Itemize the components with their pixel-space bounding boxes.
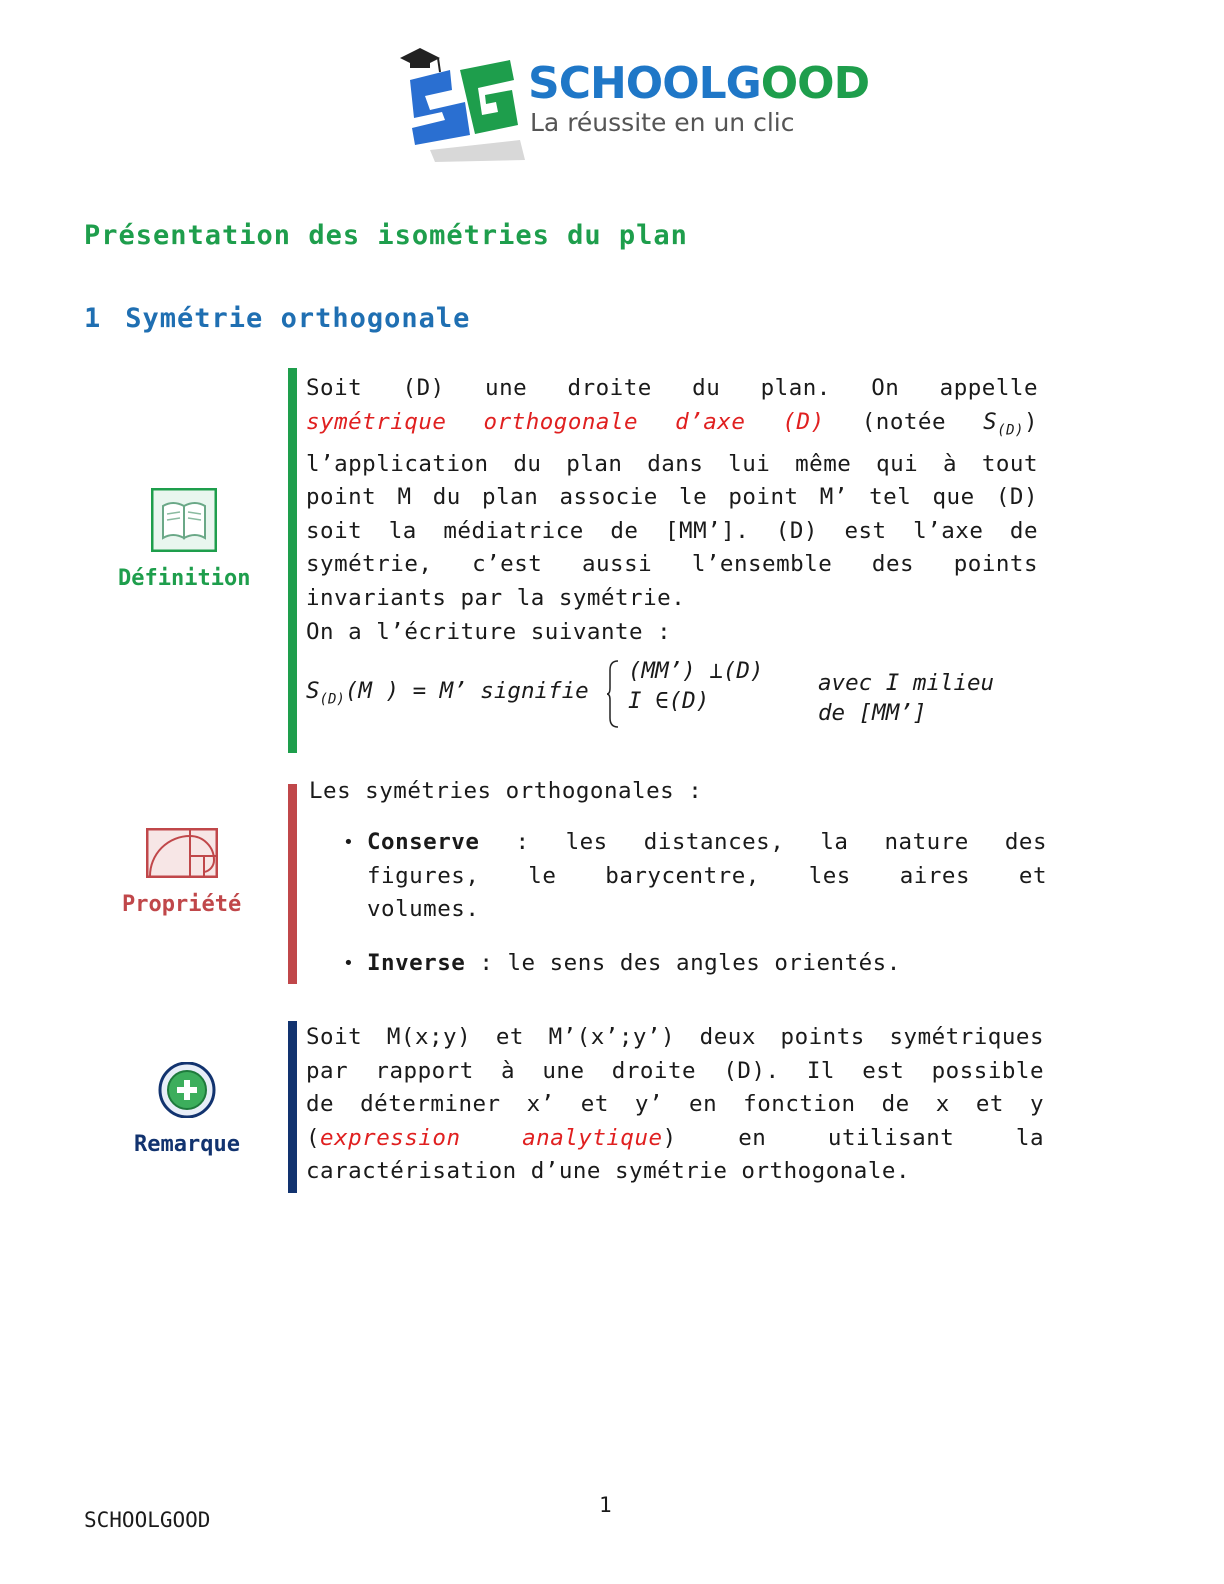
propriete-bullet-1 xyxy=(343,826,1047,927)
formula-note-1: avec I milieu xyxy=(818,670,995,696)
definition-term: symétrique orthogonale d’axe (D) xyxy=(306,408,825,435)
remarque-bar xyxy=(288,1021,297,1193)
remarque-text xyxy=(306,1021,1044,1189)
propriete-block xyxy=(288,778,1047,984)
footer-brand: SCHOOLGOOD xyxy=(84,1508,211,1532)
formula-note-2: de [MM’] xyxy=(818,700,927,726)
definition-bar xyxy=(288,368,297,753)
remarque-line-2: par rapport à une droite (D). Il est possible xyxy=(306,1057,1044,1084)
definition-line: On a l’écriture suivante : xyxy=(306,618,672,645)
brace-icon xyxy=(606,660,620,728)
notee-text: (notée xyxy=(861,408,947,435)
symmetry-formula xyxy=(306,658,1046,738)
propriete-bar xyxy=(288,784,297,984)
remarque-line-4: (expression analytique) en utilisant la xyxy=(306,1124,1044,1151)
definition-text xyxy=(306,372,1038,649)
section-title-text: Symétrie orthogonale xyxy=(125,303,471,334)
definition-line: point M du plan associe le point M’ tel que (D) xyxy=(306,484,1038,511)
definition-line: soit la médiatrice de [MM’]. (D) est l’axe de xyxy=(306,517,1038,544)
golden-spiral-icon xyxy=(146,828,218,878)
page-number: 1 xyxy=(599,1493,612,1517)
remarque-label-block xyxy=(134,1062,240,1157)
definition-line-2 xyxy=(306,406,1038,448)
definition-block xyxy=(288,368,1038,753)
book-icon xyxy=(151,488,217,552)
bullet-1-line-2: figures, le barycentre, les aires et xyxy=(367,862,1047,889)
bullet-icon: • xyxy=(343,832,355,853)
s-symbol: $S_{(D)}$ xyxy=(983,408,1024,439)
propriete-label: Propriété xyxy=(122,892,242,917)
definition-line: invariants par la symétrie. xyxy=(306,585,686,612)
propriete-text xyxy=(309,775,1044,809)
definition-line: symétrie, c’est aussi l’ensemble des points xyxy=(306,551,1038,578)
formula-condition-2: I ∈(D) xyxy=(628,688,710,714)
propriete-intro: Les symétries orthogonales : xyxy=(309,778,703,804)
remarque-term-2: analytique xyxy=(522,1124,663,1151)
remarque-line-3: de déterminer x’ et y’ en fonction de x et y xyxy=(306,1091,1044,1118)
brand-name: SCHOOLGOOD xyxy=(528,58,870,109)
close-paren: ) xyxy=(1023,408,1039,435)
remarque-line-5: caractérisation d’une symétrie orthogonale. xyxy=(306,1158,910,1185)
remarque-line-1: Soit M(x;y) et M’(x’;y’) deux points symétriques xyxy=(306,1024,1044,1050)
brand-tagline: La réussite en un clic xyxy=(530,108,795,137)
remarque-label: Remarque xyxy=(134,1132,240,1157)
bullet-icon: • xyxy=(343,953,355,974)
bullet-1-line-1: Conserve : les distances, la nature des xyxy=(367,829,1047,855)
formula-left: $S_{(D)}(M$ ) = M’ signifie xyxy=(306,678,589,708)
section-heading xyxy=(84,303,470,334)
remarque-block xyxy=(288,1021,1044,1193)
bullet-2-line: Inverse : le sens des angles orientés. xyxy=(367,950,901,976)
section-number: 1 xyxy=(84,303,102,334)
propriete-bullet-2 xyxy=(343,947,1047,981)
page-title: Présentation des isométries du plan xyxy=(84,220,688,251)
definition-line: l’application du plan dans lui même qui à tout xyxy=(306,450,1038,477)
remarque-term-1: expression xyxy=(320,1124,461,1151)
definition-label-block xyxy=(118,488,250,591)
sg-emblem-icon xyxy=(390,40,530,165)
definition-line: Soit (D) une droite du plan. On appelle xyxy=(306,375,1038,401)
bullet-1-line-3: volumes. xyxy=(367,896,480,923)
formula-condition-1: (MM’) ⊥(D) xyxy=(628,658,764,684)
definition-label: Définition xyxy=(118,566,251,591)
propriete-label-block xyxy=(122,828,241,917)
plus-icon xyxy=(155,1062,219,1118)
